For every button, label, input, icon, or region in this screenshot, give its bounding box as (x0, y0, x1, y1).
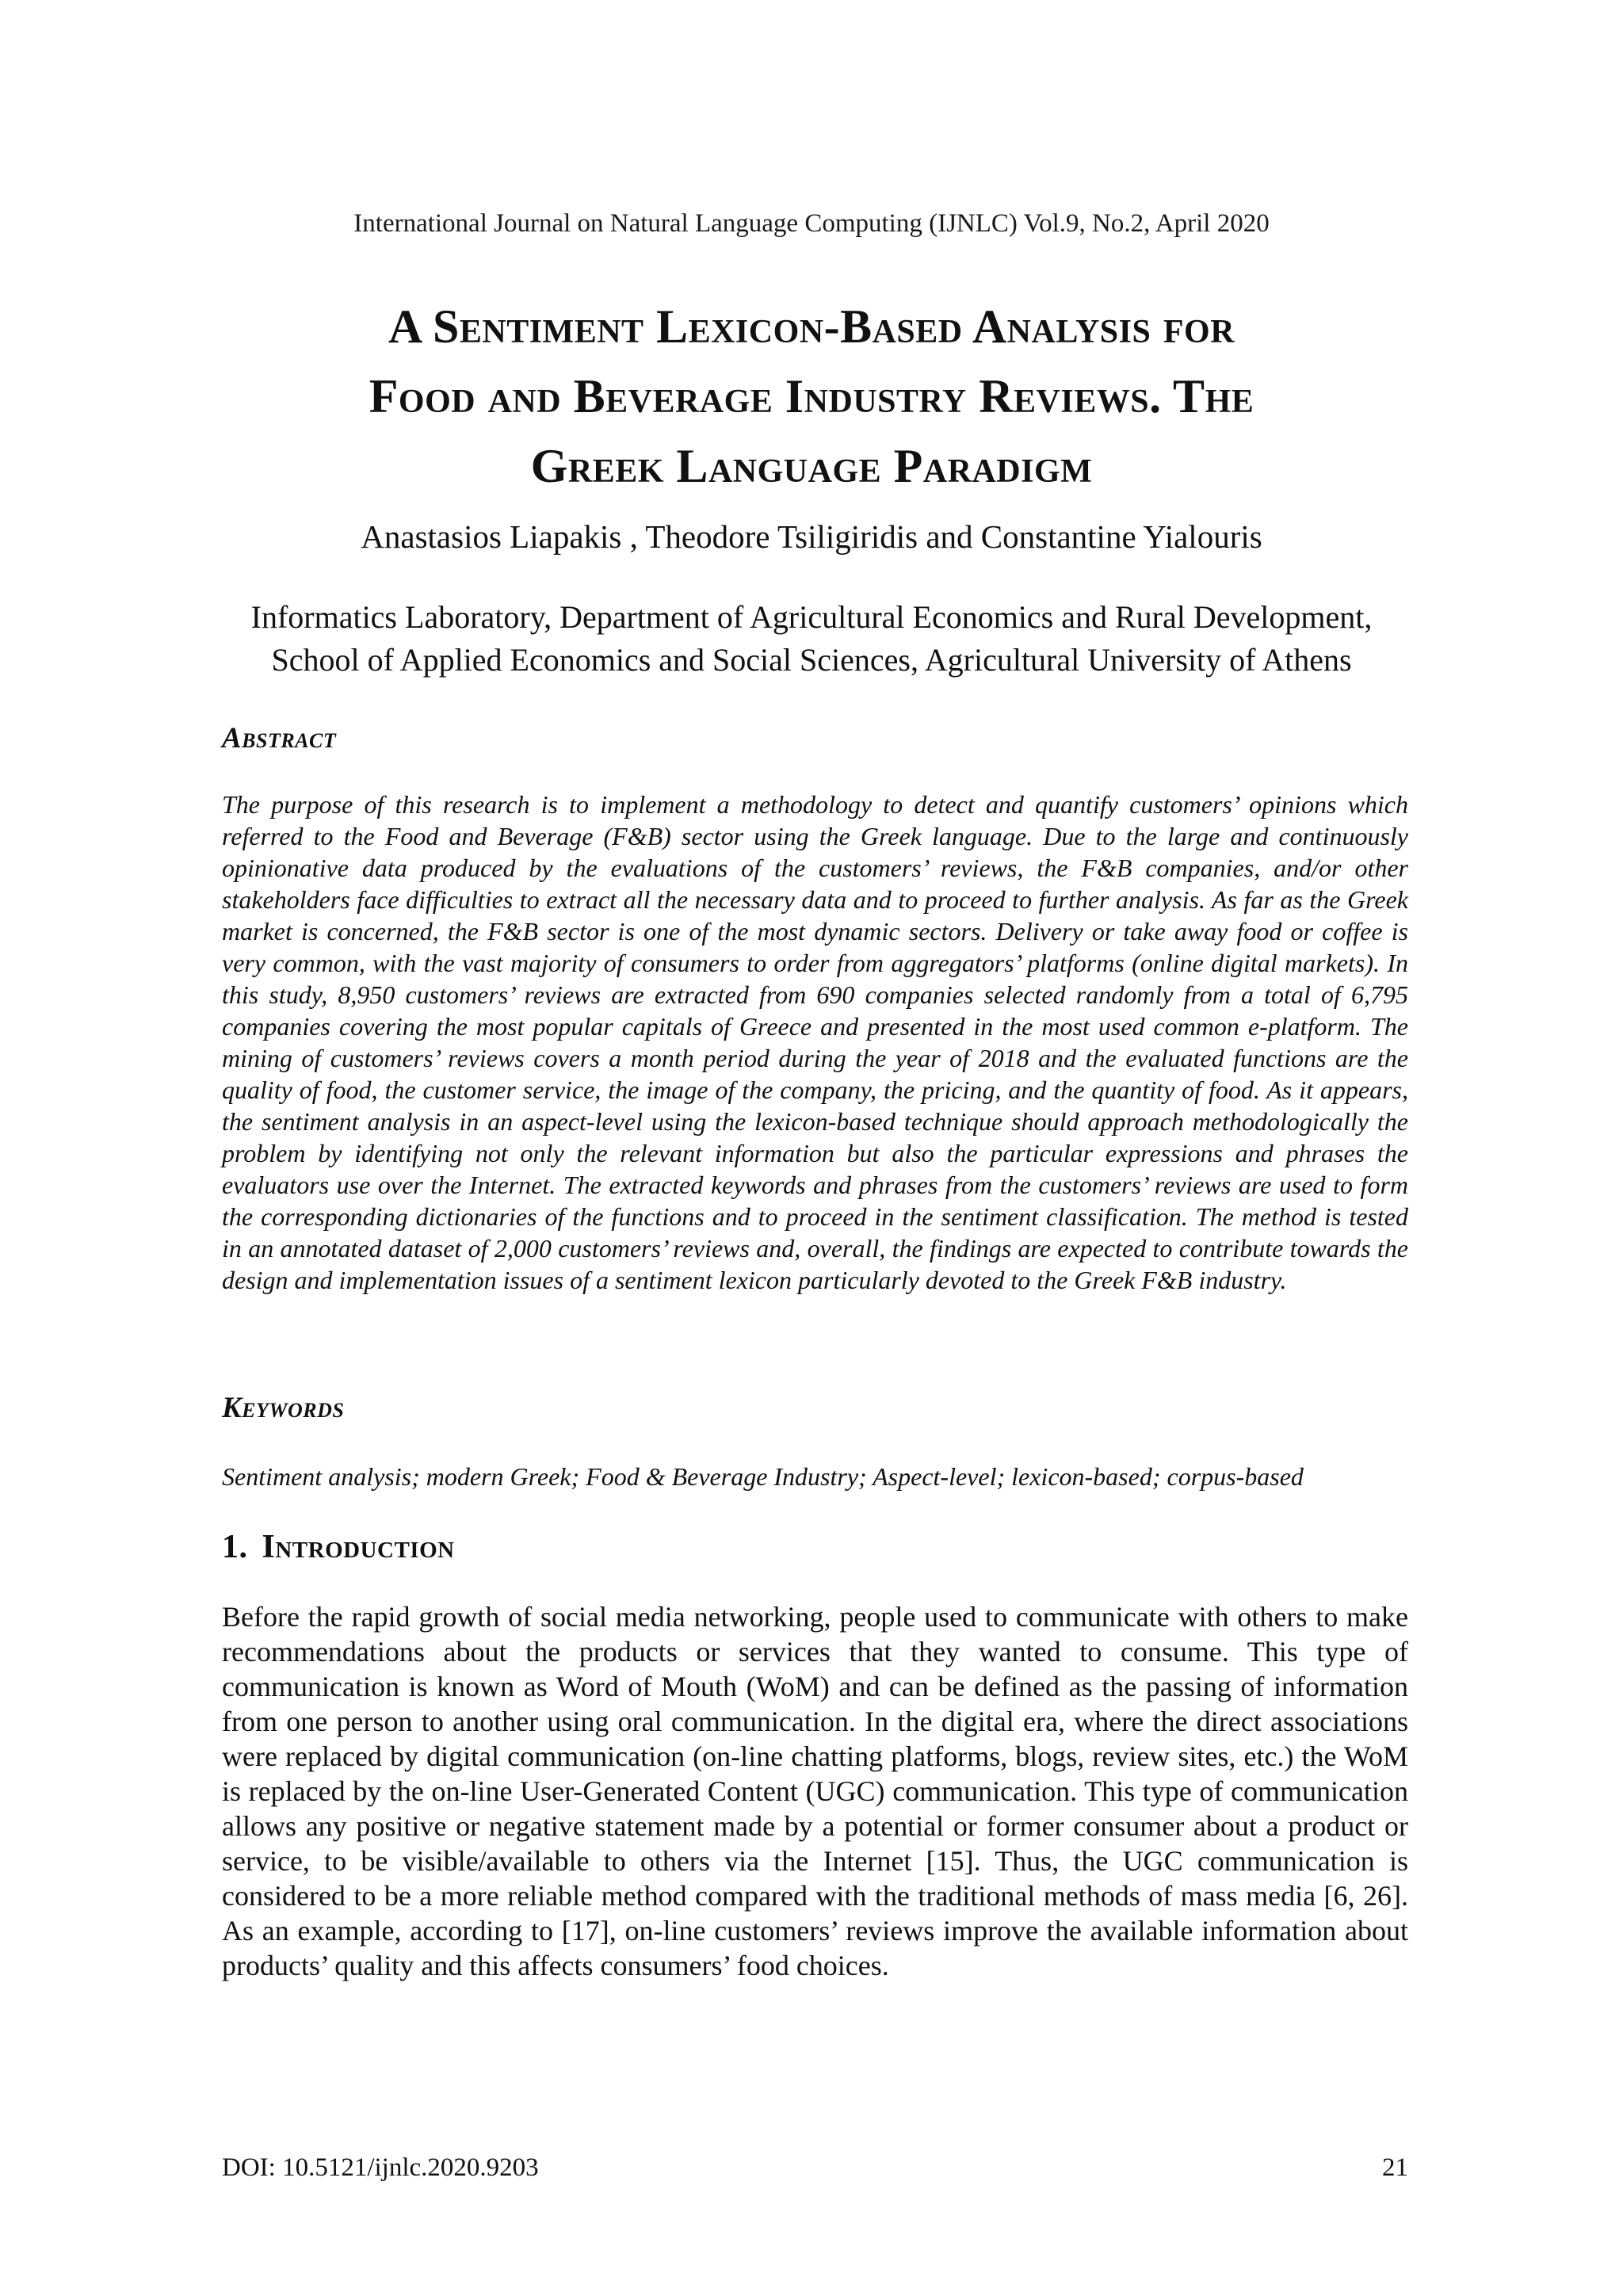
introduction-heading (222, 1528, 455, 1566)
title-line-3: Greek Language Paradigm (530, 440, 1093, 492)
affiliation-line-1: Informatics Laboratory, Department of Agricultural Economics and Rural Development, (250, 599, 1373, 635)
affiliation (0, 596, 1623, 682)
keywords-list: Sentiment analysis; modern Greek; Food & Beverage Industry; Aspect-level; lexicon-based; corpus-based (222, 1462, 1304, 1491)
doi-footer: DOI: 10.5121/ijnlc.2020.9203 (222, 2153, 539, 2182)
abstract-body: The purpose of this research is to implement a methodology to detect and quantify customers’ opinions which referred to the Food and Beverage (F&B) sector using the Greek language. Due to the large and continuously opinionative data produced by the evaluations of the customers’ reviews, the F&B companies, and/or other stakeholders face difficulties to extract all the necessary data and to proceed to further analysis. As far as the Greek market is concerned, the F&B sector is one of the most dynamic sectors. Delivery or take away food or coffee is very common, with the vast majority of consumers to order from aggregators’ platforms (online digital markets). In this study, 8,950 customers’ reviews are extracted from 690 companies selected randomly from a total of 6,795 companies covering the most popular capitals of Greece and presented in the most used common e-platform. The mining of customers’ reviews covers a month period during the year of 2018 and the evaluated functions are the quality of food, the customer service, the image of the company, the pricing, and the quantity of food. As it appears, the sentiment analysis in an aspect-level using the lexicon-based technique should approach methodologically the problem by identifying not only the relevant information but also the particular expressions and phrases the evaluators use over the Internet. The extracted keywords and phrases from the customers’ reviews are used to form the corresponding dictionaries of the functions and to proceed in the sentiment classification. The method is tested in an annotated dataset of 2,000 customers’ reviews and, overall, the findings are expected to contribute towards the design and implementation issues of a sentiment lexicon particularly devoted to the Greek F&B industry. (222, 790, 1408, 1294)
author-list: Anastasios Liapakis , Theodore Tsiligiridis and Constantine Yialouris (361, 518, 1262, 555)
affiliation-line-2: School of Applied Economics and Social Sciences, Agricultural University of Athens (271, 642, 1352, 678)
journal-header: International Journal on Natural Language Computing (IJNLC) Vol.9, No.2, April 2020 (353, 209, 1270, 238)
abstract-heading: Abstract (222, 722, 337, 755)
title-line-1: A Sentiment Lexicon-Based Analysis for (388, 300, 1235, 353)
introduction-body: Before the rapid growth of social media networking, people used to communicate with others to make recommendations about the products or services that they wanted to consume. This type of communication is known as Word of Mouth (WoM) and can be defined as the passing of information from one person to another using oral communication. In the digital era, where the direct associations were replaced by digital communication (on-line chatting platforms, blogs, review sites, etc.) the WoM is replaced by the on-line User-Generated Content (UGC) communication. This type of communication allows any positive or negative statement made by a potential or former consumer about a product or service, to be visible/available to others via the Internet [15]. Thus, the UGC communication is considered to be a more reliable method compared with the traditional methods of mass media [6, 26]. As an example, according to [17], on-line customers’ reviews improve the available information about products’ quality and this affects consumers’ food choices. (222, 1601, 1408, 1981)
section-number: 1. (222, 1529, 248, 1565)
keywords-heading: Keywords (222, 1392, 345, 1424)
section-title: Introduction (262, 1529, 455, 1565)
paper-title (158, 292, 1465, 501)
title-line-2: Food and Beverage Industry Reviews. The (369, 370, 1254, 422)
page-number: 21 (1382, 2153, 1408, 2182)
